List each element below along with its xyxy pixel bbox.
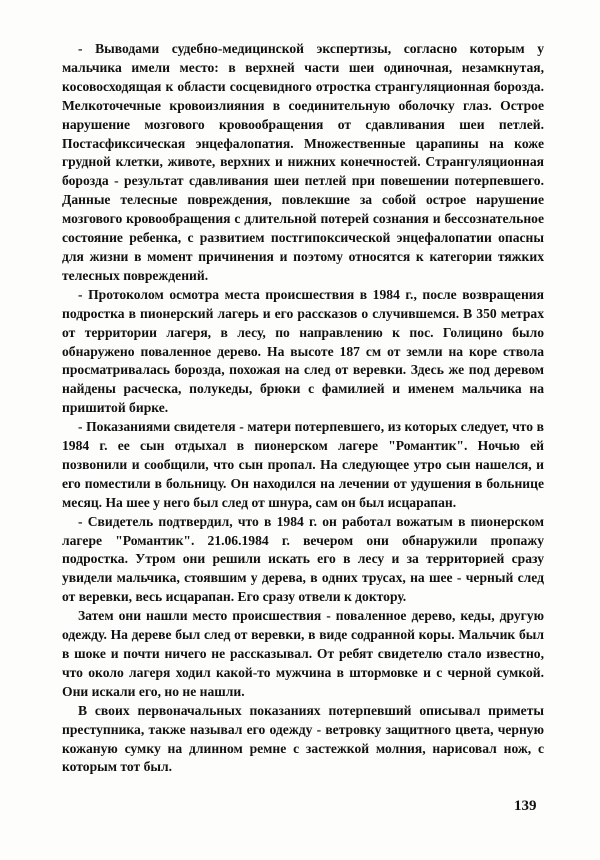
paragraph-mother-testimony: - Показаниями свидетеля - матери потерпевшего, из которых следует, что в 1984 г. ее сын отдыхал в пионерском лагере "Романтик". Ночью ей позвонили и сообщили, что сын пропал. На следующее утро сын нашелся, и его поместили в больницу. Он находился на лечении от удушения в больнице месяц. На шее у него был след от шнура, сам он был исцарапан. <box>62 419 544 510</box>
paragraph-scene-inspection: - Протоколом осмотра места происшествия в 1984 г., после возвращения подростка в пионерский лагерь и его рассказов о случившемся. В 350 метрах от территории лагеря, в лесу, по направлению к пос. Голицино было обнаружено поваленное дерево. На высоте 187 см от земли на коре ствола просматривалась борозда, похожая на след от веревки. Здесь же под деревом найдены расческа, полукеды, брюки с фамилией и именем мальчика на пришитой бирке. <box>62 286 544 416</box>
paragraph-counselor-testimony: - Свидетель подтвердил, что в 1984 г. он работал вожатым в пионерском лагере "Романтик". 21.06.1984 г. вечером они обнаружили пропажу подростка. Утром они решили искать его в лесу и за территорией сразу увидели мальчика, стоявшим у дерева, в одних трусах, на шее - черный след от веревки, весь исцарапан. Его сразу отвели к доктору. <box>62 513 544 605</box>
main-text <box>62 40 544 777</box>
paragraph-forensic-conclusions: - Выводами судебно-медицинской экспертизы, согласно которым у мальчика имели место: в верхней части шеи одиночная, незамкнутая, косовосходящая к области сосцевидного отростка странгуляционная борозда. Мелкоточечные кровоизлияния в соединительную оболочку глаз. Острое нарушение мозгового кровообращения от сдавливания шеи петлей. Постасфиксическая энцефалопатия. Множественные царапины на коже грудной клетки, животе, верхних и нижних конечностей. Странгуляционная борозда - результат сдавливания шеи петлей при повешении потерпевшего. Данные телесные повреждения, повлекшие за собой острое нарушение мозгового кровообращения с длительной потерей сознания и бессознательное состояние ребенка, с развитием постгипоксической энцефалопатии опасны для жизни в момент причинения и поэтому относятся к категории тяжких телесных повреждений. <box>62 41 544 283</box>
paragraph-victim-description: В своих первоначальных показаниях потерпевший описывал приметы преступника, также называл его одежду - ветровку защитного цвета, черную кожаную сумку на длинном ремне с застежкой молния, нарисовал нож, с которым тот был. <box>62 702 544 775</box>
paragraph-scene-found: Затем они нашли место происшествия - поваленное дерево, кеды, другую одежду. На дереве был след от веревки, в виде содранной коры. Мальчик был в шоке и почти ничего не рассказывал. От ребят свидетелю стало известно, что около лагеря ходил какой-то мужчина в штормовке и с черной сумкой. Они искали его, но не нашли. <box>62 608 544 699</box>
page-number: 139 <box>514 798 537 814</box>
